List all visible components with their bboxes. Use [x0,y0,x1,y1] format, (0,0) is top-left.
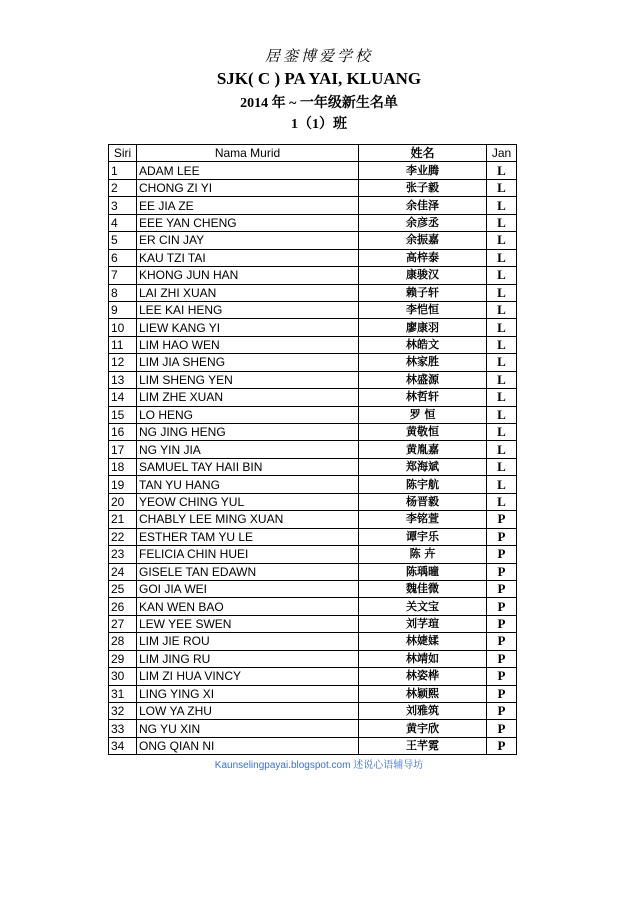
footer-watermark: Kaunselingpayai.blogspot.com 述说心语辅导坊 [214,760,424,771]
cell-nama-murid: KHONG JUN HAN [137,267,359,284]
table-row [109,301,517,318]
cell-siri: 3 [109,197,137,214]
table-row [109,267,517,284]
table-row [109,214,517,231]
table-row [109,546,517,563]
cell-jantina: L [487,267,517,284]
cell-jantina: P [487,650,517,667]
cell-nama-murid: LIEW KANG YI [137,319,359,336]
cell-nama-murid: ESTHER TAM YU LE [137,528,359,545]
table-row [109,371,517,388]
document-subtitle: 2014 年 ~ 一年级新生名单 [240,96,398,111]
cell-siri: 2 [109,179,137,196]
cell-chinese-name: 王芊霓 [359,737,487,754]
cell-jantina: L [487,389,517,406]
cell-jantina: L [487,214,517,231]
table-row [109,633,517,650]
table-row [109,476,517,493]
cell-chinese-name: 谭宇乐 [359,528,487,545]
cell-siri: 34 [109,737,137,754]
cell-nama-murid: KAU TZI TAI [137,249,359,266]
cell-siri: 20 [109,493,137,510]
table-row [109,668,517,685]
cell-chinese-name: 李恺恒 [359,301,487,318]
cell-siri: 19 [109,476,137,493]
cell-jantina: L [487,197,517,214]
cell-jantina: L [487,424,517,441]
cell-siri: 5 [109,232,137,249]
cell-chinese-name: 郑海斌 [359,458,487,475]
cell-jantina: L [487,162,517,179]
cell-siri: 25 [109,580,137,597]
cell-siri: 10 [109,319,137,336]
table-row [109,197,517,214]
table-row [109,720,517,737]
table-row [109,563,517,580]
cell-nama-murid: SAMUEL TAY HAII BIN [137,458,359,475]
table-row [109,528,517,545]
cell-nama-murid: CHABLY LEE MING XUAN [137,511,359,528]
cell-jantina: P [487,511,517,528]
table-row [109,580,517,597]
cell-siri: 33 [109,720,137,737]
cell-nama-murid: CHONG ZI YI [137,179,359,196]
cell-nama-murid: LIM ZHE XUAN [137,389,359,406]
cell-chinese-name: 黄宇欣 [359,720,487,737]
cell-jantina: P [487,563,517,580]
cell-chinese-name: 林颖熙 [359,685,487,702]
cell-nama-murid: LOW YA ZHU [137,703,359,720]
cell-jantina: L [487,493,517,510]
column-header-siri: Siri [109,145,137,162]
table-row [109,493,517,510]
cell-nama-murid: LEW YEE SWEN [137,615,359,632]
cell-jantina: P [487,685,517,702]
school-name-english: SJK( C ) PA YAI, KLUANG [216,69,422,88]
school-name-chinese: 居銮博爱学校 [264,47,373,65]
cell-chinese-name: 林家胜 [359,354,487,371]
cell-siri: 30 [109,668,137,685]
cell-siri: 12 [109,354,137,371]
cell-jantina: L [487,354,517,371]
column-header-nama-murid: Nama Murid [137,145,359,162]
cell-nama-murid: NG YU XIN [137,720,359,737]
cell-siri: 27 [109,615,137,632]
cell-chinese-name: 康骏汉 [359,267,487,284]
table-header-row [109,145,517,162]
cell-jantina: L [487,476,517,493]
cell-chinese-name: 李铭萱 [359,511,487,528]
cell-jantina: P [487,546,517,563]
cell-jantina: P [487,737,517,754]
cell-siri: 16 [109,424,137,441]
table-row [109,319,517,336]
table-row [109,354,517,371]
cell-nama-murid: LIM SHENG YEN [137,371,359,388]
cell-siri: 6 [109,249,137,266]
cell-chinese-name: 罗 恒 [359,406,487,423]
cell-chinese-name: 林婕媃 [359,633,487,650]
table-row [109,650,517,667]
cell-siri: 28 [109,633,137,650]
table-row [109,737,517,754]
table-row [109,685,517,702]
cell-chinese-name: 余彦丞 [359,214,487,231]
cell-chinese-name: 林哲轩 [359,389,487,406]
cell-nama-murid: LEE KAI HENG [137,301,359,318]
cell-chinese-name: 魏佳微 [359,580,487,597]
student-list-table [108,144,517,755]
cell-siri: 31 [109,685,137,702]
table-row [109,441,517,458]
cell-jantina: P [487,668,517,685]
cell-jantina: L [487,441,517,458]
cell-siri: 18 [109,458,137,475]
cell-siri: 7 [109,267,137,284]
cell-siri: 23 [109,546,137,563]
cell-siri: 21 [109,511,137,528]
cell-siri: 15 [109,406,137,423]
cell-chinese-name: 林姿桦 [359,668,487,685]
cell-siri: 4 [109,214,137,231]
cell-chinese-name: 余振嘉 [359,232,487,249]
cell-nama-murid: FELICIA CHIN HUEI [137,546,359,563]
cell-chinese-name: 廖康羽 [359,319,487,336]
cell-nama-murid: NG YIN JIA [137,441,359,458]
cell-jantina: L [487,371,517,388]
cell-siri: 17 [109,441,137,458]
table-row [109,284,517,301]
cell-chinese-name: 黄胤嘉 [359,441,487,458]
cell-chinese-name: 陈瑀曈 [359,563,487,580]
table-body [109,162,517,755]
cell-siri: 32 [109,703,137,720]
cell-nama-murid: LIM JIE ROU [137,633,359,650]
cell-jantina: L [487,301,517,318]
cell-jantina: L [487,458,517,475]
cell-nama-murid: LAI ZHI XUAN [137,284,359,301]
table-row [109,162,517,179]
cell-nama-murid: TAN YU HANG [137,476,359,493]
cell-nama-murid: ADAM LEE [137,162,359,179]
cell-jantina: L [487,406,517,423]
class-label: 1（1）班 [291,117,347,132]
cell-jantina: P [487,580,517,597]
cell-siri: 22 [109,528,137,545]
cell-siri: 13 [109,371,137,388]
cell-nama-murid: LING YING XI [137,685,359,702]
cell-chinese-name: 刘芓瑄 [359,615,487,632]
column-header-jantina: Jan [487,145,517,162]
cell-siri: 26 [109,598,137,615]
cell-nama-murid: KAN WEN BAO [137,598,359,615]
table-row [109,615,517,632]
cell-siri: 1 [109,162,137,179]
cell-chinese-name: 余佳泽 [359,197,487,214]
table-row [109,458,517,475]
cell-nama-murid: YEOW CHING YUL [137,493,359,510]
cell-jantina: L [487,284,517,301]
cell-siri: 24 [109,563,137,580]
cell-jantina: L [487,232,517,249]
table-row [109,424,517,441]
table-row [109,249,517,266]
cell-nama-murid: ONG QIAN NI [137,737,359,754]
table-row [109,598,517,615]
cell-nama-murid: GISELE TAN EDAWN [137,563,359,580]
cell-jantina: P [487,703,517,720]
table-row [109,511,517,528]
cell-chinese-name: 刘雅筑 [359,703,487,720]
cell-jantina: P [487,615,517,632]
cell-nama-murid: LIM ZI HUA VINCY [137,668,359,685]
cell-siri: 9 [109,301,137,318]
cell-nama-murid: GOI JIA WEI [137,580,359,597]
cell-jantina: P [487,720,517,737]
cell-chinese-name: 高梓泰 [359,249,487,266]
cell-chinese-name: 林靖如 [359,650,487,667]
cell-jantina: L [487,319,517,336]
table-row [109,336,517,353]
cell-jantina: P [487,598,517,615]
table-row [109,179,517,196]
cell-nama-murid: LIM JING RU [137,650,359,667]
cell-jantina: P [487,528,517,545]
cell-jantina: L [487,179,517,196]
table-row [109,389,517,406]
cell-jantina: L [487,336,517,353]
cell-chinese-name: 陈 卉 [359,546,487,563]
table-row [109,406,517,423]
cell-chinese-name: 林盛源 [359,371,487,388]
cell-nama-murid: LO HENG [137,406,359,423]
cell-siri: 29 [109,650,137,667]
cell-chinese-name: 黄敬恒 [359,424,487,441]
cell-nama-murid: LIM HAO WEN [137,336,359,353]
cell-siri: 14 [109,389,137,406]
cell-chinese-name: 赖子轩 [359,284,487,301]
cell-jantina: P [487,633,517,650]
cell-chinese-name: 李业腾 [359,162,487,179]
cell-siri: 8 [109,284,137,301]
cell-jantina: L [487,249,517,266]
cell-nama-murid: EE JIA ZE [137,197,359,214]
cell-siri: 11 [109,336,137,353]
cell-nama-murid: ER CIN JAY [137,232,359,249]
cell-chinese-name: 杨晋毅 [359,493,487,510]
cell-nama-murid: EEE YAN CHENG [137,214,359,231]
cell-chinese-name: 张子毅 [359,179,487,196]
table-row [109,232,517,249]
column-header-chinese-name: 姓名 [359,145,487,162]
cell-nama-murid: LIM JIA SHENG [137,354,359,371]
cell-nama-murid: NG JING HENG [137,424,359,441]
cell-chinese-name: 陈宇航 [359,476,487,493]
cell-chinese-name: 关文宝 [359,598,487,615]
table-row [109,703,517,720]
cell-chinese-name: 林皓文 [359,336,487,353]
